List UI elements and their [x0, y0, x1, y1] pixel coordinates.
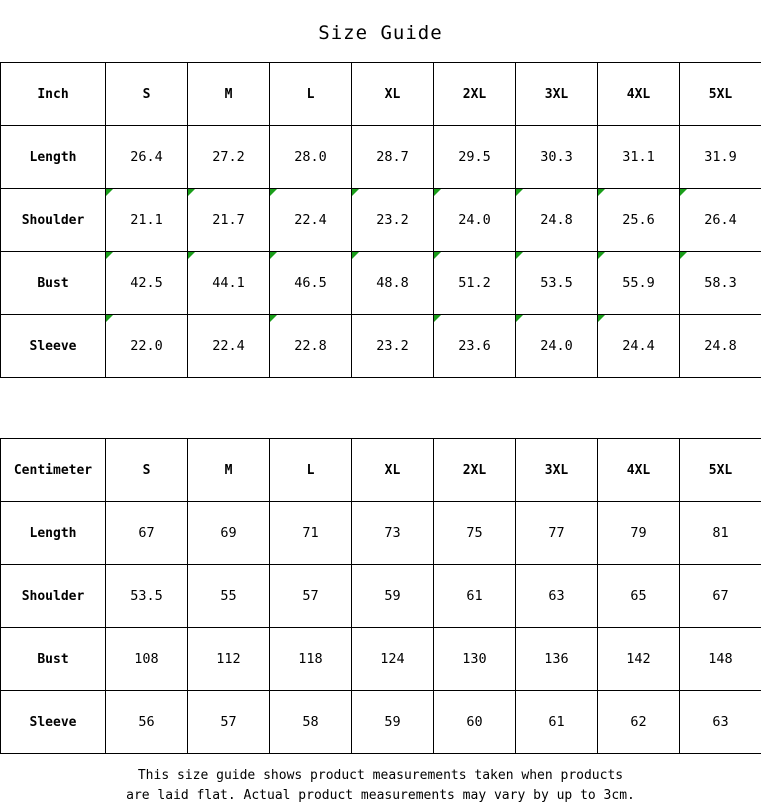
cell-bust-2xl: 130	[434, 628, 516, 691]
cell-length-s: 67	[106, 502, 188, 565]
cell-length-l: 28.0	[270, 126, 352, 189]
corner-marker-icon	[188, 189, 195, 196]
cell-shoulder-s: 53.5	[106, 565, 188, 628]
corner-marker-icon	[434, 189, 441, 196]
cell-bust-4xl: 55.9	[598, 252, 680, 315]
corner-marker-icon	[680, 252, 687, 259]
cell-shoulder-5xl: 26.4	[680, 189, 761, 252]
corner-marker-icon	[434, 315, 441, 322]
row-label-shoulder: Shoulder	[1, 565, 106, 628]
cell-length-m: 69	[188, 502, 270, 565]
corner-marker-icon	[188, 252, 195, 259]
table-header-row	[1, 439, 761, 502]
cell-length-4xl: 31.1	[598, 126, 680, 189]
cell-length-s: 26.4	[106, 126, 188, 189]
cell-sleeve-m: 22.4	[188, 315, 270, 378]
cell-length-5xl: 81	[680, 502, 761, 565]
cell-shoulder-xl: 59	[352, 565, 434, 628]
table-row	[1, 691, 761, 754]
size-header-s: S	[106, 439, 188, 502]
cell-bust-l: 46.5	[270, 252, 352, 315]
corner-marker-icon	[598, 189, 605, 196]
cell-shoulder-s: 21.1	[106, 189, 188, 252]
row-label-sleeve: Sleeve	[1, 315, 106, 378]
cell-sleeve-5xl: 63	[680, 691, 761, 754]
cell-bust-5xl: 58.3	[680, 252, 761, 315]
cell-bust-3xl: 53.5	[516, 252, 598, 315]
cell-sleeve-xl: 23.2	[352, 315, 434, 378]
cell-bust-m: 44.1	[188, 252, 270, 315]
size-header-m: M	[188, 439, 270, 502]
cell-sleeve-l: 22.8	[270, 315, 352, 378]
size-header-s: S	[106, 63, 188, 126]
corner-marker-icon	[516, 189, 523, 196]
size-header-5xl: 5XL	[680, 63, 761, 126]
corner-marker-icon	[516, 252, 523, 259]
cell-shoulder-4xl: 65	[598, 565, 680, 628]
size-header-m: M	[188, 63, 270, 126]
unit-header-inch: Inch	[1, 63, 106, 126]
cell-shoulder-m: 55	[188, 565, 270, 628]
corner-marker-icon	[680, 189, 687, 196]
cell-bust-l: 118	[270, 628, 352, 691]
size-header-l: L	[270, 439, 352, 502]
size-header-5xl: 5XL	[680, 439, 761, 502]
table-header-row	[1, 63, 761, 126]
cell-sleeve-s: 56	[106, 691, 188, 754]
cell-length-l: 71	[270, 502, 352, 565]
cell-sleeve-m: 57	[188, 691, 270, 754]
cell-length-4xl: 79	[598, 502, 680, 565]
cell-sleeve-l: 58	[270, 691, 352, 754]
cell-bust-xl: 124	[352, 628, 434, 691]
corner-marker-icon	[434, 252, 441, 259]
table-row	[1, 565, 761, 628]
cell-sleeve-2xl: 60	[434, 691, 516, 754]
table-row	[1, 628, 761, 691]
row-label-sleeve: Sleeve	[1, 691, 106, 754]
cell-sleeve-2xl: 23.6	[434, 315, 516, 378]
cell-bust-5xl: 148	[680, 628, 761, 691]
size-header-xl: XL	[352, 439, 434, 502]
cell-length-xl: 28.7	[352, 126, 434, 189]
cell-length-5xl: 31.9	[680, 126, 761, 189]
cell-bust-s: 42.5	[106, 252, 188, 315]
size-table-centimeter	[0, 438, 761, 754]
size-header-xl: XL	[352, 63, 434, 126]
cell-shoulder-l: 57	[270, 565, 352, 628]
table-row	[1, 315, 761, 378]
cell-sleeve-4xl: 62	[598, 691, 680, 754]
cell-shoulder-3xl: 24.8	[516, 189, 598, 252]
corner-marker-icon	[516, 315, 523, 322]
cell-length-m: 27.2	[188, 126, 270, 189]
cell-shoulder-m: 21.7	[188, 189, 270, 252]
corner-marker-icon	[270, 315, 277, 322]
cell-sleeve-4xl: 24.4	[598, 315, 680, 378]
page-title: Size Guide	[0, 0, 761, 62]
corner-marker-icon	[270, 252, 277, 259]
corner-marker-icon	[106, 315, 113, 322]
corner-marker-icon	[352, 252, 359, 259]
footnote-line-2: are laid flat. Actual product measurements may vary by up to 3cm.	[0, 786, 761, 806]
cell-sleeve-s: 22.0	[106, 315, 188, 378]
corner-marker-icon	[106, 189, 113, 196]
size-header-3xl: 3XL	[516, 439, 598, 502]
row-label-length: Length	[1, 502, 106, 565]
cell-bust-xl: 48.8	[352, 252, 434, 315]
footnote	[0, 754, 761, 806]
cell-bust-2xl: 51.2	[434, 252, 516, 315]
cell-bust-s: 108	[106, 628, 188, 691]
cell-bust-m: 112	[188, 628, 270, 691]
size-header-l: L	[270, 63, 352, 126]
cell-length-2xl: 29.5	[434, 126, 516, 189]
table-row	[1, 252, 761, 315]
footnote-line-1: This size guide shows product measurements taken when products	[0, 766, 761, 786]
cell-sleeve-3xl: 24.0	[516, 315, 598, 378]
row-label-bust: Bust	[1, 252, 106, 315]
cell-length-3xl: 30.3	[516, 126, 598, 189]
cell-sleeve-3xl: 61	[516, 691, 598, 754]
cell-shoulder-5xl: 67	[680, 565, 761, 628]
corner-marker-icon	[270, 189, 277, 196]
corner-marker-icon	[106, 252, 113, 259]
size-table-inch	[0, 62, 761, 378]
corner-marker-icon	[352, 189, 359, 196]
corner-marker-icon	[598, 252, 605, 259]
cell-sleeve-5xl: 24.8	[680, 315, 761, 378]
cell-shoulder-2xl: 61	[434, 565, 516, 628]
cell-bust-3xl: 136	[516, 628, 598, 691]
cell-length-3xl: 77	[516, 502, 598, 565]
table-gap-spacer	[0, 378, 761, 438]
cell-length-2xl: 75	[434, 502, 516, 565]
cell-length-xl: 73	[352, 502, 434, 565]
cell-shoulder-3xl: 63	[516, 565, 598, 628]
row-label-shoulder: Shoulder	[1, 189, 106, 252]
table-row	[1, 502, 761, 565]
size-header-4xl: 4XL	[598, 63, 680, 126]
cell-sleeve-xl: 59	[352, 691, 434, 754]
table-row	[1, 126, 761, 189]
table-row	[1, 189, 761, 252]
cell-shoulder-2xl: 24.0	[434, 189, 516, 252]
cell-bust-4xl: 142	[598, 628, 680, 691]
size-header-2xl: 2XL	[434, 439, 516, 502]
size-header-3xl: 3XL	[516, 63, 598, 126]
corner-marker-icon	[598, 315, 605, 322]
size-header-2xl: 2XL	[434, 63, 516, 126]
row-label-bust: Bust	[1, 628, 106, 691]
cell-shoulder-4xl: 25.6	[598, 189, 680, 252]
cell-shoulder-xl: 23.2	[352, 189, 434, 252]
row-label-length: Length	[1, 126, 106, 189]
unit-header-centimeter: Centimeter	[1, 439, 106, 502]
size-header-4xl: 4XL	[598, 439, 680, 502]
cell-shoulder-l: 22.4	[270, 189, 352, 252]
